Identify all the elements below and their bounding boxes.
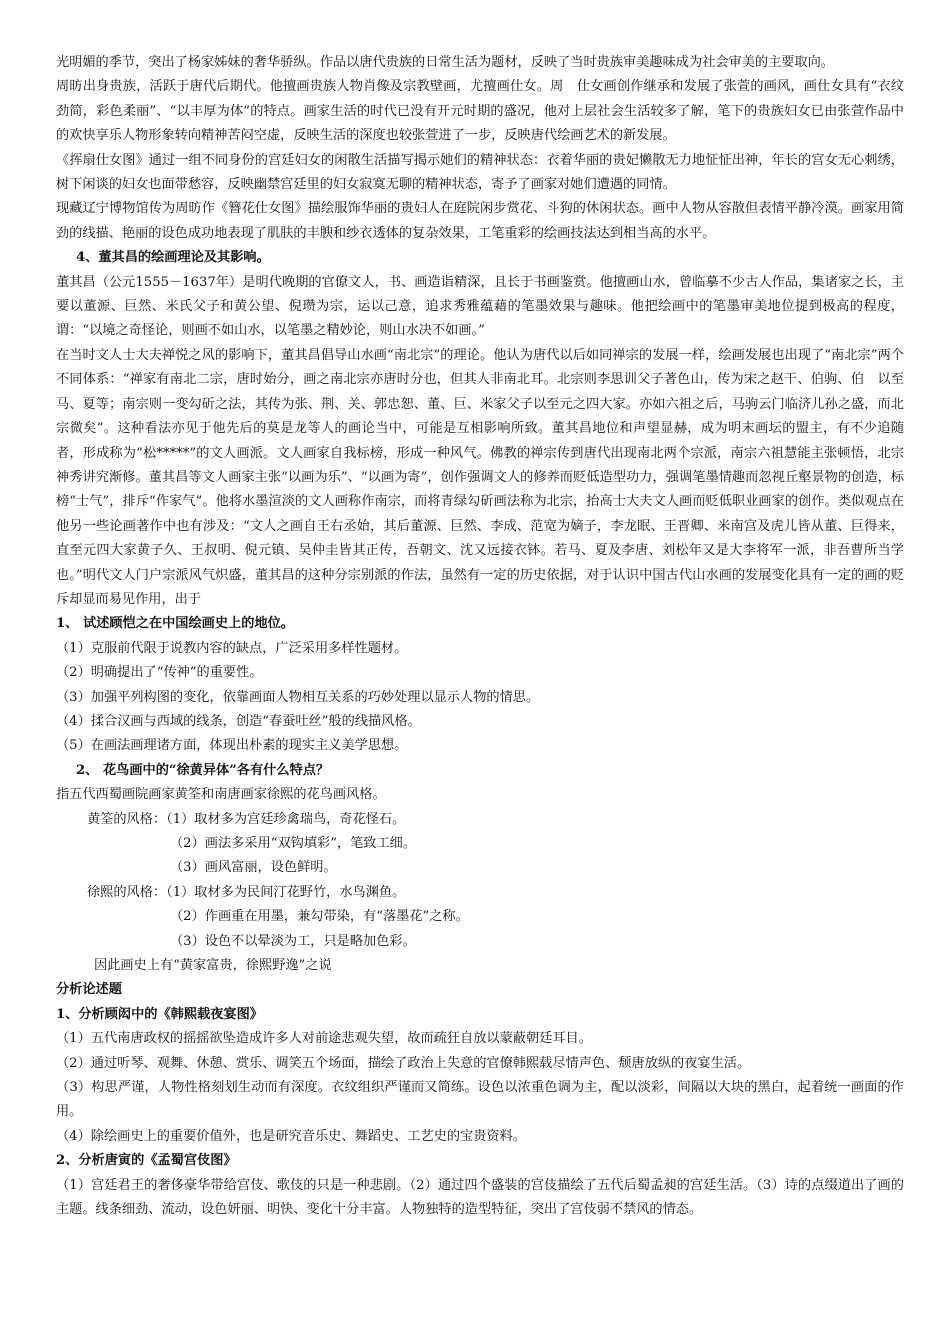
list-item: （4）除绘画史上的重要价值外，也是研究音乐史、舞蹈史、工艺史的宝贵资料。: [56, 1128, 526, 1144]
list-item: （1）宫廷君王的奢侈豪华带给宫伎、歌伎的只是一种悲剧。（2）通过四个盛装的宫伎描绘了五代后蜀孟昶的宫廷生活。（3）诗的点缀道出了画的主题。线条细劲、流动，设色妍丽、明快、变化十分丰富。人物独特的造型特征，突出了宫伎弱不禁风的情态。: [56, 1177, 904, 1218]
heading-dong-qichang: 4、董其昌的绘画理论及其影响。: [76, 250, 270, 266]
list-item: （1）五代南唐政权的摇摇欲坠造成许多人对前途悲观失望，故而疏狂自放以蒙蔽朝廷耳目。: [56, 1031, 592, 1047]
paragraph-dong-qichang-bio: 董其昌（公元1555－1637年）是明代晚期的官僚文人，书、画造诣精深，且长于书画鉴赏。他擅画山水，曾临摹不少古人作品，集诸家之长，主要以董源、巨然、米氏父子和黄公望、倪瓒为宗，运以己意，追求秀雅蕴藉的笔墨效果与趣味。他把绘画中的笔墨审美地位提到极高的程度，谓：“以境之奇怪论，则画不如山水，以笔墨之精妙论，则山水决不如画。”: [56, 274, 904, 339]
paragraph-north-south-schools: 在当时文人士大夫禅悦之风的影响下，董其昌倡导山水画“南北宗”的理论。他认为唐代以后如同禅宗的发展一样，绘画发展也出现了“南北宗”两个不同体系：“禅家有南北二宗，唐时始分，画之南北宗亦唐时分也，但其人非南北耳。北宗则李思训父子著色山，传为宋之赵干、伯驹、伯 以至马、夏等；南宗则一变勾斫之法，其传为张、荆、关、郭忠恕、董、巨、米家父子以至元之四大家。亦如六祖之后，马驹云门临济儿孙之盛，而北宗微矣”。这种看法亦见于他先后的莫是龙等人的画论当中，可能是互相影响所致。董其昌地位和声望显赫，成为明末画坛的盟主，有不少追随者，形成称为“松*****”的文人画派。文人画家自我标榜，形成一种风气。佛教的禅宗传到唐代出现南北两个宗派，南宗六祖慧能主张顿悟，北宗神秀讲究渐修。董其昌等文人画家主张“以画为乐”、“以画为寄”，创作强调文人的修养而贬低造型功力，强调笔墨情趣而忽视丘壑景物的创造，标榜“士气”，排斥“作家气”。他将水墨渲淡的文人画称作南宗，而将青绿勾斫画法称为北宗，抬高士大夫文人画而贬低职业画家的创作。类似观点在他另一些论画著作中也有涉及：“文人之画自王右丞始，其后董源、巨然、李成、范宽为嫡子，李龙眠、王晋卿、米南宫及虎儿皆从董、巨得来，直至元四大家黄子久、王叔明、倪元镇、吴仲圭皆其正传，吾朝文、沈又远接衣钵。若马、夏及李唐、刘松年又是大李将军一派，非吾曹所当学也。”明代文人门户宗派风气炽盛，董其昌的这种分宗别派的作法，虽然有一定的历史依据，对于认识中国古代山水画的发展变化具有一定的画的贬斥却显而易见作用，出于: [56, 347, 904, 607]
paragraph-yang-sisters: 光明媚的季节，突出了杨家姊妹的奢华骄纵。作品以唐代贵族的日常生活为题材，反映了当时贵族审美趣味成为社会审美的主要取向。: [56, 55, 835, 70]
heading-meng-shu: 2、分析唐寅的《孟蜀宫伎图》: [56, 1153, 237, 1169]
list-item: （4）揉合汉画与西域的线条，创造“春蚕吐丝”般的线描风格。: [56, 713, 421, 729]
list-item: （2）通过听琴、观舞、休憩、赏乐、调笑五个场面，描绘了政治上失意的官僚韩熙载尽情声色、颓唐放纵的夜宴生活。: [56, 1055, 751, 1071]
paragraph-fan-painting: 《挥扇仕女图》通过一组不同身份的宫廷妇女的闲散生活描写揭示她们的精神状态：衣着华丽的贵妃懒散无力地怔怔出神，年长的宫女无心刺绣，树下闲谈的妇女也面带愁容，反映幽禁宫廷里的妇女寂寞无聊的精神状态，寄予了画家对她们遭遇的同情。: [56, 152, 904, 193]
list-item: （5）在画法画理诸方面，体现出朴素的现实主义美学思想。: [56, 738, 408, 754]
list-item: 徐熙的风格：（1）取材多为民间汀花野竹，水鸟渊鱼。: [87, 884, 406, 900]
heading-analysis-section: 分析论述题: [56, 982, 122, 998]
list-item: （2）明确提出了“传神”的重要性。: [56, 665, 263, 681]
list-item: （3）构思严谨，人物性格刻划生动而有深度。衣纹组织严谨而又简练。设色以浓重色调为主，配以淡彩，间隔以大块的黑白，起着统一画面的作用。: [56, 1080, 904, 1120]
list-item: （3）设色不以晕淡为工，只是略加色彩。: [170, 933, 416, 949]
list-item: （3）画风富丽，设色鲜明。: [170, 860, 337, 876]
paragraph-conclusion: 因此画史上有“黄家富贵，徐熙野逸”之说: [94, 958, 332, 974]
list-item: （2）作画重在用墨，兼勾带染，有“落墨花”之称。: [170, 909, 469, 925]
list-item: （1）克服前代限于说教内容的缺点，广泛采用多样性题材。: [56, 640, 408, 656]
paragraph-hairpin-flowers: 现藏辽宁博物馆传为周昉作《簪花仕女图》描绘服饰华丽的贵妇人在庭院闲步赏花、斗狗的休闲状态。画中人物从容散但表情平静冷漠。画家用简劲的线描、艳丽的设色成功地表现了肌肤的丰腴和纱衣透体的复杂效果，工笔重彩的绘画技法达到相当高的水平。: [56, 201, 904, 241]
paragraph-xu-huang-intro: 指五代西蜀画院画家黄筌和南唐画家徐熙的花鸟画风格。: [56, 787, 386, 803]
heading-xu-huang: 2、 花鸟画中的“徐黄异体”各有什么特点？: [76, 762, 330, 778]
heading-han-xizai: 1、分析顾闳中的《韩熙载夜宴图》: [56, 1006, 263, 1022]
list-item: （3）加强平列构图的变化，依靠画面人物相互关系的巧妙处理以显示人物的情思。: [56, 689, 540, 705]
heading-gu-kaizhi: 1、 试述顾恺之在中国绘画史上的地位。: [56, 616, 294, 632]
list-item: 黄筌的风格：（1）取材多为宫廷珍禽瑞鸟，奇花怪石。: [87, 811, 406, 827]
paragraph-zhou-fang: 周昉出身贵族，活跃于唐代后期代。他擅画贵族人物肖像及宗教壁画，尤擅画仕女。周 仕女画创作继承和发展了张萱的画风，画仕女具有“衣纹劲简，彩色柔丽”、“以丰厚为体”的特点。画家生活的时代已没有开元时期的盛况，他对上层社会生活较多了解，笔下的贵族妇女已由张萱作品中的欢快享乐人物形象转向精神苦闷空虚，反映生活的深度也较张萱进了一步，反映唐代绘画艺术的新发展。: [56, 79, 904, 144]
list-item: （2）画法多采用“双钩填彩”，笔致工细。: [170, 836, 417, 851]
